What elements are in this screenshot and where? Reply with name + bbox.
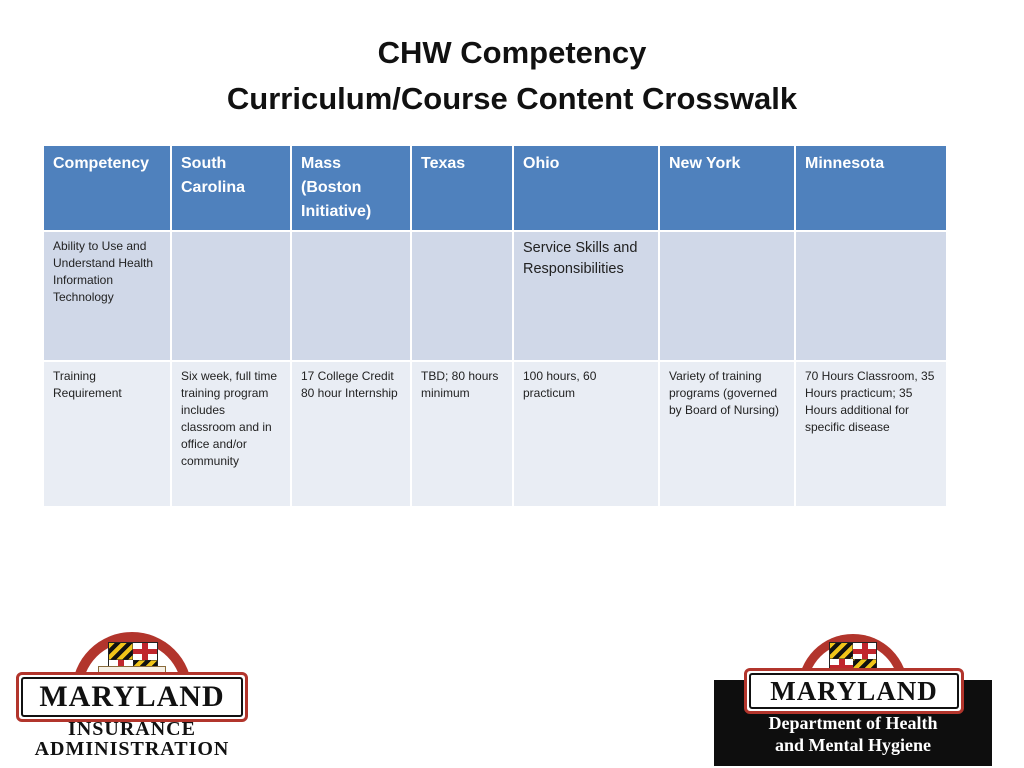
logo-line-2: and Mental Hygiene <box>775 735 931 755</box>
title-line-1: CHW Competency <box>377 35 647 70</box>
logo-banner <box>744 668 964 714</box>
header-south-carolina: South Carolina <box>172 146 290 230</box>
logo-name: MARYLAND <box>749 673 959 709</box>
table-cell <box>172 232 290 360</box>
header-competency: Competency <box>44 146 170 230</box>
logo-banner <box>16 672 248 722</box>
logo-name: MARYLAND <box>21 677 243 717</box>
table-cell: 100 hours, 60 practicum <box>514 362 658 506</box>
table-cell: 17 College Credit 80 hour Internship <box>292 362 410 506</box>
table-cell: TBD; 80 hours minimum <box>412 362 512 506</box>
logo-line-1: Department of Health <box>768 713 938 733</box>
header-texas: Texas <box>412 146 512 230</box>
crosswalk-table <box>42 144 948 508</box>
table-cell: 70 Hours Classroom, 35 Hours practicum; 35 Hours additional for specific disease <box>796 362 946 506</box>
table-cell: Six week, full time training program includes classroom and in office and/or community <box>172 362 290 506</box>
table-cell: Variety of training programs (governed by Board of Nursing) <box>660 362 794 506</box>
table-cell: Service Skills and Responsibilities <box>514 232 658 360</box>
table-cell <box>660 232 794 360</box>
table-cell: Ability to Use and Understand Health Information Technology <box>44 232 170 360</box>
table-row <box>44 232 946 360</box>
header-new-york: New York <box>660 146 794 230</box>
table-cell <box>412 232 512 360</box>
table-cell <box>292 232 410 360</box>
table-row <box>44 362 946 506</box>
table-cell: Training Requirement <box>44 362 170 506</box>
table-header-row <box>44 146 946 230</box>
maryland-insurance-administration-logo <box>16 632 248 762</box>
logo-line-2: ADMINISTRATION <box>34 738 230 760</box>
maryland-dhmh-logo <box>714 634 992 766</box>
table-cell <box>796 232 946 360</box>
title-line-2: Curriculum/Course Content Crosswalk <box>226 81 798 116</box>
logo-line-1: INSURANCE <box>68 718 196 740</box>
header-minnesota: Minnesota <box>796 146 946 230</box>
header-mass: Mass (Boston Initiative) <box>292 146 410 230</box>
header-ohio: Ohio <box>514 146 658 230</box>
slide-title <box>0 30 1024 122</box>
